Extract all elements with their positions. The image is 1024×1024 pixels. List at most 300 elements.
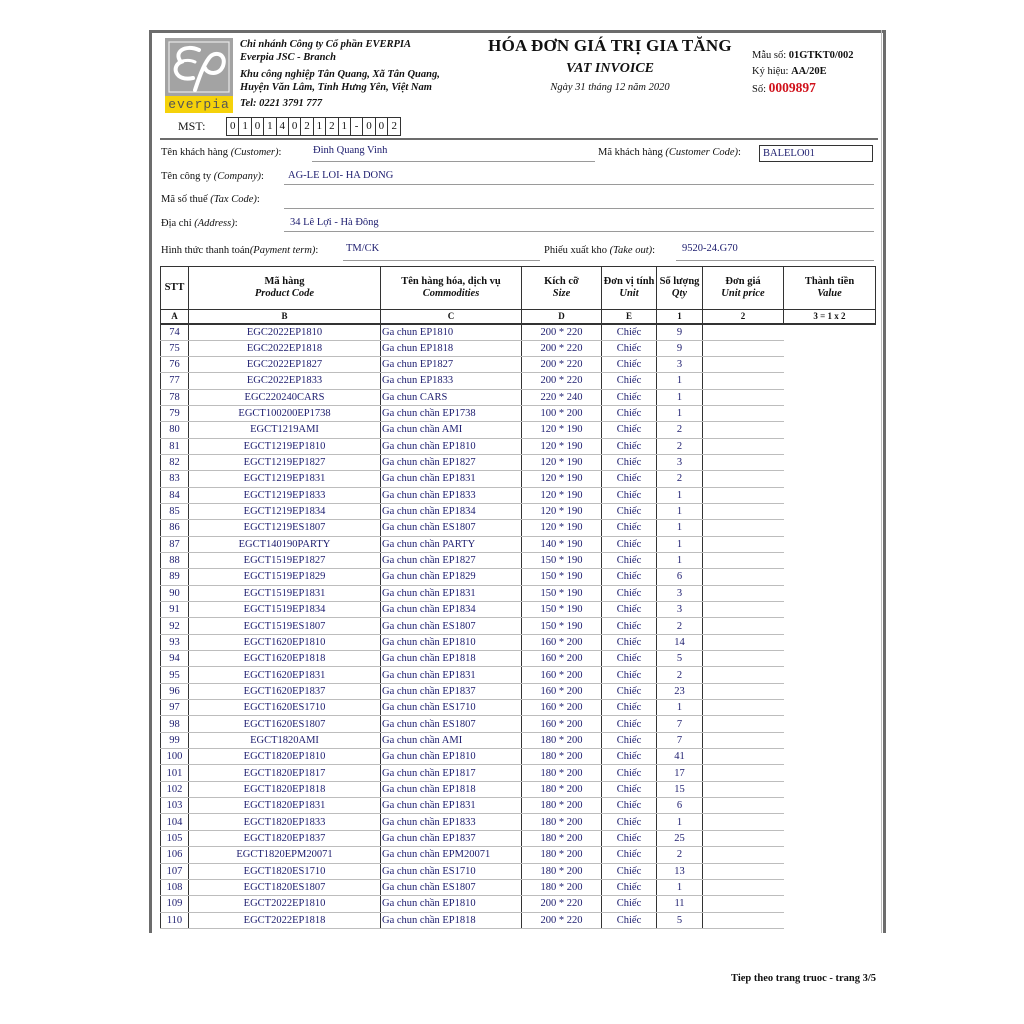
row-qty: 1 bbox=[657, 879, 703, 895]
mst-digit: 4 bbox=[277, 118, 289, 135]
row-qty: 13 bbox=[657, 863, 703, 879]
table-row bbox=[161, 389, 876, 405]
symbol-value: AA/20E bbox=[791, 66, 827, 77]
customer-name-value: Đinh Quang Vinh bbox=[313, 145, 388, 156]
row-commodity: Ga chun EP1810 bbox=[381, 324, 522, 341]
mst-digit: - bbox=[351, 118, 363, 135]
header-en: Size bbox=[552, 288, 571, 299]
row-stt: 87 bbox=[161, 536, 189, 552]
row-unit: Chiếc bbox=[602, 585, 657, 601]
label-en: (Company) bbox=[213, 171, 262, 182]
row-product-code: EGCT100200EP1738 bbox=[189, 405, 381, 421]
row-qty: 1 bbox=[657, 520, 703, 536]
row-qty: 2 bbox=[657, 422, 703, 438]
row-value bbox=[784, 896, 876, 912]
row-qty: 23 bbox=[657, 683, 703, 699]
customer-code-value: BALELO01 bbox=[759, 145, 873, 162]
table-row bbox=[161, 814, 876, 830]
form-number bbox=[752, 48, 854, 64]
row-qty: 1 bbox=[657, 700, 703, 716]
row-stt: 83 bbox=[161, 471, 189, 487]
row-product-code: EGCT1820EP1831 bbox=[189, 798, 381, 814]
row-stt: 108 bbox=[161, 879, 189, 895]
row-stt: 91 bbox=[161, 602, 189, 618]
row-qty: 2 bbox=[657, 438, 703, 454]
seller-address-line-1: Khu công nghiệp Tân Quang, Xã Tân Quang, bbox=[240, 68, 440, 80]
header-vn: Đơn vị tính bbox=[603, 275, 655, 287]
logo-wordmark: everpia bbox=[165, 96, 233, 113]
row-unit-price bbox=[703, 569, 784, 585]
table-row bbox=[161, 667, 876, 683]
row-product-code: EGCT1820ES1710 bbox=[189, 863, 381, 879]
row-unit-price bbox=[703, 683, 784, 699]
row-size: 200 * 220 bbox=[522, 373, 602, 389]
mst-digit: 0 bbox=[363, 118, 375, 135]
table-row bbox=[161, 618, 876, 634]
row-stt: 92 bbox=[161, 618, 189, 634]
row-unit: Chiếc bbox=[602, 618, 657, 634]
row-product-code: EGCT1620EP1810 bbox=[189, 634, 381, 650]
row-unit: Chiếc bbox=[602, 732, 657, 748]
mst-digit: 0 bbox=[376, 118, 388, 135]
row-size: 150 * 190 bbox=[522, 602, 602, 618]
row-commodity: Ga chun chần EP1810 bbox=[381, 634, 522, 650]
row-qty: 3 bbox=[657, 585, 703, 601]
row-value bbox=[784, 798, 876, 814]
col-code: D bbox=[522, 310, 602, 324]
col-code: E bbox=[602, 310, 657, 324]
row-unit-price bbox=[703, 830, 784, 846]
company-label: Tên công ty (Company): bbox=[161, 171, 264, 182]
row-size: 180 * 200 bbox=[522, 830, 602, 846]
header-vn: STT bbox=[164, 281, 185, 293]
row-qty: 2 bbox=[657, 618, 703, 634]
row-product-code: EGCT1820EPM20071 bbox=[189, 847, 381, 863]
row-size: 200 * 220 bbox=[522, 356, 602, 372]
row-size: 120 * 190 bbox=[522, 422, 602, 438]
number-label: Số: bbox=[752, 84, 767, 95]
row-commodity: Ga chun chần EP1738 bbox=[381, 405, 522, 421]
row-qty: 17 bbox=[657, 765, 703, 781]
table-row bbox=[161, 569, 876, 585]
row-size: 220 * 240 bbox=[522, 389, 602, 405]
row-unit-price bbox=[703, 438, 784, 454]
invoice-title-vn: HÓA ĐƠN GIÁ TRỊ GIA TĂNG bbox=[488, 36, 732, 55]
row-value bbox=[784, 716, 876, 732]
row-unit-price bbox=[703, 389, 784, 405]
table-row bbox=[161, 405, 876, 421]
row-qty: 7 bbox=[657, 716, 703, 732]
row-unit-price bbox=[703, 716, 784, 732]
row-product-code: EGCT1620EP1831 bbox=[189, 667, 381, 683]
row-stt: 105 bbox=[161, 830, 189, 846]
row-product-code: EGCT1820ES1807 bbox=[189, 879, 381, 895]
col-header-unit bbox=[602, 267, 657, 310]
row-qty: 7 bbox=[657, 732, 703, 748]
row-stt: 94 bbox=[161, 651, 189, 667]
row-unit-price bbox=[703, 667, 784, 683]
row-value bbox=[784, 700, 876, 716]
table-row bbox=[161, 651, 876, 667]
row-unit: Chiếc bbox=[602, 373, 657, 389]
row-value bbox=[784, 814, 876, 830]
payment-term-underline bbox=[343, 260, 540, 261]
row-product-code: EGCT1620EP1818 bbox=[189, 651, 381, 667]
row-qty: 5 bbox=[657, 651, 703, 667]
table-row bbox=[161, 830, 876, 846]
row-value bbox=[784, 651, 876, 667]
table-row bbox=[161, 454, 876, 470]
table-header-row bbox=[161, 267, 876, 310]
row-unit-price bbox=[703, 732, 784, 748]
row-size: 180 * 200 bbox=[522, 749, 602, 765]
row-stt: 100 bbox=[161, 749, 189, 765]
header-en: Qty bbox=[671, 288, 688, 299]
frame-divider bbox=[881, 30, 882, 933]
company-value: AG-LE LOI- HA DONG bbox=[288, 170, 394, 181]
mst-digit: 1 bbox=[314, 118, 326, 135]
row-unit: Chiếc bbox=[602, 716, 657, 732]
row-stt: 97 bbox=[161, 700, 189, 716]
row-qty: 6 bbox=[657, 798, 703, 814]
row-qty: 2 bbox=[657, 471, 703, 487]
row-product-code: EGC2022EP1833 bbox=[189, 373, 381, 389]
row-unit-price bbox=[703, 700, 784, 716]
row-product-code: EGCT1219ES1807 bbox=[189, 520, 381, 536]
row-stt: 86 bbox=[161, 520, 189, 536]
row-commodity: Ga chun chần EP1818 bbox=[381, 651, 522, 667]
row-commodity: Ga chun chần EP1834 bbox=[381, 602, 522, 618]
header-divider bbox=[160, 138, 878, 140]
form-number-label: Mẫu số: bbox=[752, 50, 787, 61]
mst-digit: 2 bbox=[326, 118, 338, 135]
row-unit-price bbox=[703, 324, 784, 341]
row-product-code: EGCT1620ES1710 bbox=[189, 700, 381, 716]
header-vn: Tên hàng hóa, dịch vụ bbox=[401, 275, 501, 287]
col-header-product-code bbox=[189, 267, 381, 310]
row-unit: Chiếc bbox=[602, 781, 657, 797]
label-en: (Tax Code) bbox=[210, 194, 257, 205]
row-commodity: Ga chun chần ES1710 bbox=[381, 863, 522, 879]
row-size: 140 * 190 bbox=[522, 536, 602, 552]
row-qty: 9 bbox=[657, 324, 703, 341]
row-qty: 1 bbox=[657, 373, 703, 389]
col-header-size bbox=[522, 267, 602, 310]
table-row bbox=[161, 765, 876, 781]
row-unit: Chiếc bbox=[602, 765, 657, 781]
row-qty: 41 bbox=[657, 749, 703, 765]
row-product-code: EGCT2022EP1818 bbox=[189, 912, 381, 928]
row-unit-price bbox=[703, 536, 784, 552]
header-vn: Kích cỡ bbox=[544, 275, 579, 287]
col-header-unit-price bbox=[703, 267, 784, 310]
row-product-code: EGCT1219EP1810 bbox=[189, 438, 381, 454]
header-en: Unit bbox=[619, 288, 639, 299]
row-unit-price bbox=[703, 798, 784, 814]
row-product-code: EGCT1519EP1834 bbox=[189, 602, 381, 618]
row-commodity: Ga chun chần ES1710 bbox=[381, 700, 522, 716]
row-stt: 102 bbox=[161, 781, 189, 797]
row-unit: Chiếc bbox=[602, 356, 657, 372]
row-value bbox=[784, 765, 876, 781]
row-unit: Chiếc bbox=[602, 651, 657, 667]
row-unit: Chiếc bbox=[602, 487, 657, 503]
row-value bbox=[784, 373, 876, 389]
header-vn: Thành tiền bbox=[804, 275, 855, 287]
row-product-code: EGCT1219EP1827 bbox=[189, 454, 381, 470]
form-number-value: 01GTKT0/002 bbox=[788, 50, 854, 61]
invoice-symbol bbox=[752, 64, 854, 80]
invoice-title-block bbox=[470, 36, 750, 93]
table-row bbox=[161, 438, 876, 454]
header-en: Product Code bbox=[254, 288, 315, 299]
row-value bbox=[784, 438, 876, 454]
row-qty: 25 bbox=[657, 830, 703, 846]
table-row bbox=[161, 781, 876, 797]
header-en: Commodities bbox=[422, 288, 480, 299]
row-stt: 99 bbox=[161, 732, 189, 748]
row-unit-price bbox=[703, 765, 784, 781]
row-size: 180 * 200 bbox=[522, 863, 602, 879]
row-size: 180 * 200 bbox=[522, 814, 602, 830]
row-unit: Chiếc bbox=[602, 912, 657, 928]
address-value: 34 Lê Lợi - Hà Đông bbox=[290, 217, 379, 228]
row-product-code: EGCT1519EP1827 bbox=[189, 552, 381, 568]
row-size: 180 * 200 bbox=[522, 879, 602, 895]
row-value bbox=[784, 667, 876, 683]
row-stt: 96 bbox=[161, 683, 189, 699]
table-row bbox=[161, 552, 876, 568]
row-value bbox=[784, 847, 876, 863]
mst-digit-boxes bbox=[226, 117, 401, 136]
row-product-code: EGCT1620ES1807 bbox=[189, 716, 381, 732]
items-table bbox=[160, 266, 876, 929]
row-size: 180 * 200 bbox=[522, 732, 602, 748]
row-unit: Chiếc bbox=[602, 536, 657, 552]
row-stt: 109 bbox=[161, 896, 189, 912]
row-stt: 95 bbox=[161, 667, 189, 683]
takeout-underline bbox=[676, 260, 874, 261]
table-column-code-row bbox=[161, 310, 876, 324]
header-vn: Mã hàng bbox=[264, 275, 305, 287]
row-commodity: Ga chun chần EP1827 bbox=[381, 552, 522, 568]
row-product-code: EGCT1820EP1837 bbox=[189, 830, 381, 846]
row-product-code: EGCT2022EP1810 bbox=[189, 896, 381, 912]
row-commodity: Ga chun chần EP1818 bbox=[381, 781, 522, 797]
label-en: (Customer Code) bbox=[665, 147, 738, 158]
table-row bbox=[161, 487, 876, 503]
row-unit: Chiếc bbox=[602, 634, 657, 650]
row-unit-price bbox=[703, 405, 784, 421]
row-unit: Chiếc bbox=[602, 749, 657, 765]
row-unit-price bbox=[703, 634, 784, 650]
row-unit-price bbox=[703, 781, 784, 797]
row-qty: 11 bbox=[657, 896, 703, 912]
row-qty: 1 bbox=[657, 814, 703, 830]
row-value bbox=[784, 454, 876, 470]
table-row bbox=[161, 732, 876, 748]
row-stt: 77 bbox=[161, 373, 189, 389]
row-size: 160 * 200 bbox=[522, 716, 602, 732]
row-size: 160 * 200 bbox=[522, 700, 602, 716]
row-stt: 74 bbox=[161, 324, 189, 341]
mst-digit: 1 bbox=[239, 118, 251, 135]
col-header-qty bbox=[657, 267, 703, 310]
row-unit-price bbox=[703, 912, 784, 928]
row-value bbox=[784, 732, 876, 748]
tax-code-underline bbox=[284, 208, 874, 209]
label-en: (Customer) bbox=[230, 147, 279, 158]
row-size: 100 * 200 bbox=[522, 405, 602, 421]
row-size: 180 * 200 bbox=[522, 765, 602, 781]
row-unit: Chiếc bbox=[602, 520, 657, 536]
row-commodity: Ga chun chần EP1831 bbox=[381, 471, 522, 487]
table-row bbox=[161, 536, 876, 552]
row-value bbox=[784, 912, 876, 928]
row-commodity: Ga chun chần ES1807 bbox=[381, 520, 522, 536]
symbol-label: Ký hiệu: bbox=[752, 66, 789, 77]
row-commodity: Ga chun chần EP1837 bbox=[381, 683, 522, 699]
row-product-code: EGC2022EP1810 bbox=[189, 324, 381, 341]
row-product-code: EGCT1820EP1818 bbox=[189, 781, 381, 797]
row-unit: Chiếc bbox=[602, 454, 657, 470]
row-product-code: EGCT1219EP1834 bbox=[189, 503, 381, 519]
row-value bbox=[784, 356, 876, 372]
takeout-value: 9520-24.G70 bbox=[682, 243, 738, 254]
row-stt: 93 bbox=[161, 634, 189, 650]
row-unit-price bbox=[703, 602, 784, 618]
row-size: 120 * 190 bbox=[522, 454, 602, 470]
row-size: 120 * 190 bbox=[522, 520, 602, 536]
header-vn: Đơn giá bbox=[725, 275, 761, 287]
row-qty: 2 bbox=[657, 667, 703, 683]
row-size: 160 * 200 bbox=[522, 651, 602, 667]
row-unit: Chiếc bbox=[602, 863, 657, 879]
label-vn: Mã khách hàng bbox=[598, 147, 663, 158]
row-qty: 1 bbox=[657, 487, 703, 503]
row-unit-price bbox=[703, 471, 784, 487]
row-product-code: EGCT1519ES1807 bbox=[189, 618, 381, 634]
table-row bbox=[161, 602, 876, 618]
row-unit-price bbox=[703, 454, 784, 470]
label-vn: Tên công ty bbox=[161, 171, 212, 182]
row-value bbox=[784, 487, 876, 503]
row-unit: Chiếc bbox=[602, 830, 657, 846]
table-row bbox=[161, 520, 876, 536]
row-unit-price bbox=[703, 585, 784, 601]
invoice-number bbox=[752, 80, 854, 98]
invoice-meta bbox=[752, 48, 854, 98]
row-commodity: Ga chun CARS bbox=[381, 389, 522, 405]
row-commodity: Ga chun chần AMI bbox=[381, 732, 522, 748]
col-header-commodities bbox=[381, 267, 522, 310]
row-value bbox=[784, 389, 876, 405]
everpia-logo bbox=[165, 38, 233, 113]
row-commodity: Ga chun EP1818 bbox=[381, 340, 522, 356]
row-qty: 14 bbox=[657, 634, 703, 650]
row-size: 200 * 220 bbox=[522, 340, 602, 356]
row-commodity: Ga chun chần PARTY bbox=[381, 536, 522, 552]
row-unit: Chiếc bbox=[602, 340, 657, 356]
col-code: 3 = 1 x 2 bbox=[784, 310, 876, 324]
mst-digit: 0 bbox=[252, 118, 264, 135]
row-unit-price bbox=[703, 651, 784, 667]
col-code: 2 bbox=[703, 310, 784, 324]
mst-label: MST: bbox=[178, 119, 206, 133]
col-code: C bbox=[381, 310, 522, 324]
table-row bbox=[161, 422, 876, 438]
col-code: A bbox=[161, 310, 189, 324]
row-value bbox=[784, 602, 876, 618]
row-value bbox=[784, 503, 876, 519]
row-value bbox=[784, 830, 876, 846]
row-unit: Chiếc bbox=[602, 471, 657, 487]
row-value bbox=[784, 422, 876, 438]
row-value bbox=[784, 520, 876, 536]
row-stt: 82 bbox=[161, 454, 189, 470]
row-value bbox=[784, 879, 876, 895]
col-code: 1 bbox=[657, 310, 703, 324]
row-stt: 75 bbox=[161, 340, 189, 356]
row-product-code: EGCT1219EP1831 bbox=[189, 471, 381, 487]
row-unit-price bbox=[703, 552, 784, 568]
row-stt: 79 bbox=[161, 405, 189, 421]
row-commodity: Ga chun chần EP1831 bbox=[381, 667, 522, 683]
seller-address-line-2: Huyện Văn Lâm, Tỉnh Hưng Yên, Việt Nam bbox=[240, 81, 432, 93]
row-value bbox=[784, 324, 876, 341]
row-commodity: Ga chun chần EPM20071 bbox=[381, 847, 522, 863]
row-value bbox=[784, 536, 876, 552]
invoice-title-en: VAT INVOICE bbox=[565, 61, 655, 76]
row-qty: 1 bbox=[657, 389, 703, 405]
row-stt: 89 bbox=[161, 569, 189, 585]
row-value bbox=[784, 405, 876, 421]
row-commodity: Ga chun EP1833 bbox=[381, 373, 522, 389]
row-commodity: Ga chun chần ES1807 bbox=[381, 716, 522, 732]
row-unit-price bbox=[703, 814, 784, 830]
row-unit-price bbox=[703, 847, 784, 863]
row-size: 200 * 220 bbox=[522, 896, 602, 912]
label-en: (Payment term) bbox=[249, 245, 316, 256]
table-row bbox=[161, 634, 876, 650]
row-product-code: EGCT1219AMI bbox=[189, 422, 381, 438]
table-row bbox=[161, 340, 876, 356]
row-size: 120 * 190 bbox=[522, 471, 602, 487]
row-product-code: EGCT1820EP1817 bbox=[189, 765, 381, 781]
row-product-code: EGC2022EP1818 bbox=[189, 340, 381, 356]
row-stt: 88 bbox=[161, 552, 189, 568]
row-commodity: Ga chun chần EP1817 bbox=[381, 765, 522, 781]
row-product-code: EGCT1620EP1837 bbox=[189, 683, 381, 699]
row-qty: 6 bbox=[657, 569, 703, 585]
table-row bbox=[161, 683, 876, 699]
row-size: 180 * 200 bbox=[522, 847, 602, 863]
address-underline bbox=[284, 231, 874, 232]
row-commodity: Ga chun chần EP1810 bbox=[381, 896, 522, 912]
header-en: Value bbox=[817, 288, 842, 299]
table-row bbox=[161, 863, 876, 879]
table-row bbox=[161, 896, 876, 912]
invoice-date: Ngày 31 tháng 12 năm 2020 bbox=[550, 82, 670, 93]
row-size: 200 * 220 bbox=[522, 324, 602, 341]
row-unit: Chiếc bbox=[602, 602, 657, 618]
row-size: 150 * 190 bbox=[522, 618, 602, 634]
row-value bbox=[784, 863, 876, 879]
row-stt: 84 bbox=[161, 487, 189, 503]
label-en: (Take out) bbox=[609, 245, 653, 256]
row-qty: 9 bbox=[657, 340, 703, 356]
row-stt: 103 bbox=[161, 798, 189, 814]
